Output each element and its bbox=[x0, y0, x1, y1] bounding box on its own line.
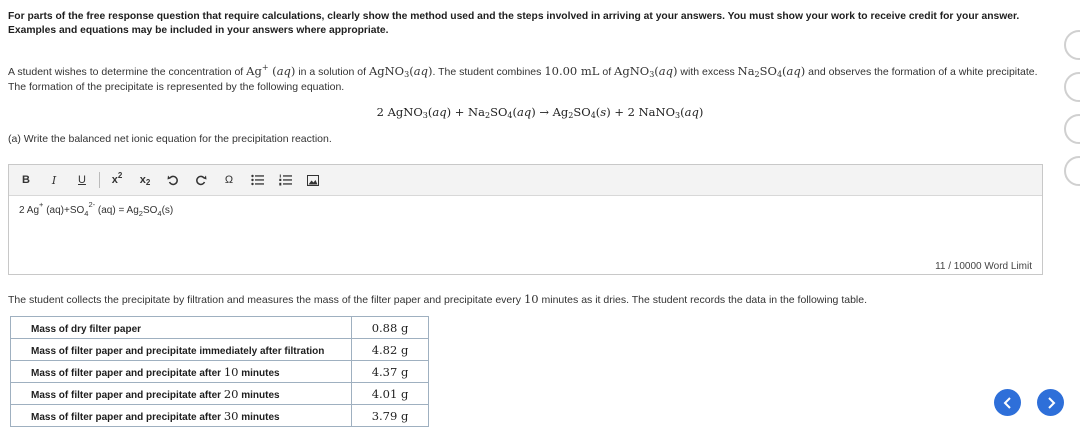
problem-intro: A student wishes to determine the concentration of Ag+ (aq) in a solution of AgNO$_3$(aq). The student combines 10.00 mL of AgNO$_3$(aq) with excess $Na_2SO_4(aq)$ and observes the formation of a white precipitate. The formation of the precipitate is represented by the following equation. bbox=[8, 63, 1038, 93]
bullet-list-icon bbox=[251, 174, 264, 186]
answer-option-circle[interactable] bbox=[1064, 156, 1080, 186]
table-cell-label: Mass of filter paper and precipitate after 30 minutes bbox=[11, 405, 352, 427]
answer-option-circle[interactable] bbox=[1064, 114, 1080, 144]
chevron-right-icon bbox=[1046, 397, 1056, 409]
table-cell-value: 0.88 g bbox=[352, 317, 429, 339]
editor-toolbar bbox=[9, 165, 1042, 196]
side-answer-options bbox=[1064, 30, 1080, 198]
mass-data-table bbox=[10, 316, 429, 427]
superscript-button[interactable]: $x^2$ bbox=[111, 171, 123, 186]
numbered-list-icon bbox=[279, 174, 292, 186]
next-button[interactable] bbox=[1037, 389, 1064, 416]
answer-option-circle[interactable] bbox=[1064, 72, 1080, 102]
italic-button[interactable]: I bbox=[51, 173, 57, 187]
table-row bbox=[11, 317, 429, 339]
table-cell-label: Mass of dry filter paper bbox=[11, 317, 352, 339]
chevron-left-icon bbox=[1003, 397, 1013, 409]
precipitation-equation: 2 AgNO$_3$(aq) + $Na_2SO_4(aq) \to Ag_2SO_4(s) + 2$ NaNO$_3$(aq) bbox=[376, 105, 704, 120]
toolbar-divider bbox=[99, 172, 100, 188]
subscript-button[interactable]: $x_2$ bbox=[139, 174, 151, 187]
answer-editor[interactable] bbox=[8, 164, 1043, 275]
answer-text-area[interactable]: 2 Ag+ $(aq)+SO_4^{2-}$ $(aq) = Ag_2SO_4(s)$ bbox=[19, 200, 174, 218]
bold-button[interactable]: B bbox=[22, 174, 30, 186]
redo-icon bbox=[195, 174, 207, 186]
redo-button[interactable] bbox=[190, 169, 212, 191]
previous-button[interactable] bbox=[994, 389, 1021, 416]
table-cell-value: 4.01 g bbox=[352, 383, 429, 405]
filtration-text: The student collects the precipitate by filtration and measures the mass of the filter paper and precipitate every 10 minutes as it dries. The student records the data in the following table. bbox=[8, 292, 868, 306]
underline-button[interactable]: U bbox=[78, 174, 86, 186]
undo-icon bbox=[167, 174, 179, 186]
table-row bbox=[11, 383, 429, 405]
table-cell-value: 3.79 g bbox=[352, 405, 429, 427]
table-cell-label: Mass of filter paper and precipitate after 10 minutes bbox=[11, 361, 352, 383]
instructions-text: For parts of the free response question that require calculations, clearly show the method used and the steps involved in arriving at your answers. You must show your work to receive credit for your answer. Examples and equations may be included in your answers where appropriate. bbox=[8, 11, 1020, 36]
bullet-list-button[interactable] bbox=[246, 169, 268, 191]
special-character-button[interactable]: Ω bbox=[224, 174, 234, 186]
table-row bbox=[11, 339, 429, 361]
answer-option-circle[interactable] bbox=[1064, 30, 1080, 60]
table-row bbox=[11, 361, 429, 383]
table-cell-label: Mass of filter paper and precipitate immediately after filtration bbox=[11, 339, 352, 361]
undo-button[interactable] bbox=[162, 169, 184, 191]
table-row bbox=[11, 405, 429, 427]
table-cell-label: Mass of filter paper and precipitate after 20 minutes bbox=[11, 383, 352, 405]
word-count: 11 / 10000 Word Limit bbox=[935, 261, 1032, 272]
image-icon bbox=[307, 175, 319, 186]
insert-image-button[interactable] bbox=[302, 169, 324, 191]
numbered-list-button[interactable] bbox=[274, 169, 296, 191]
part-a-question: (a) Write the balanced net ionic equation for the precipitation reaction. bbox=[8, 133, 332, 145]
table-cell-value: 4.82 g bbox=[352, 339, 429, 361]
table-cell-value: 4.37 g bbox=[352, 361, 429, 383]
